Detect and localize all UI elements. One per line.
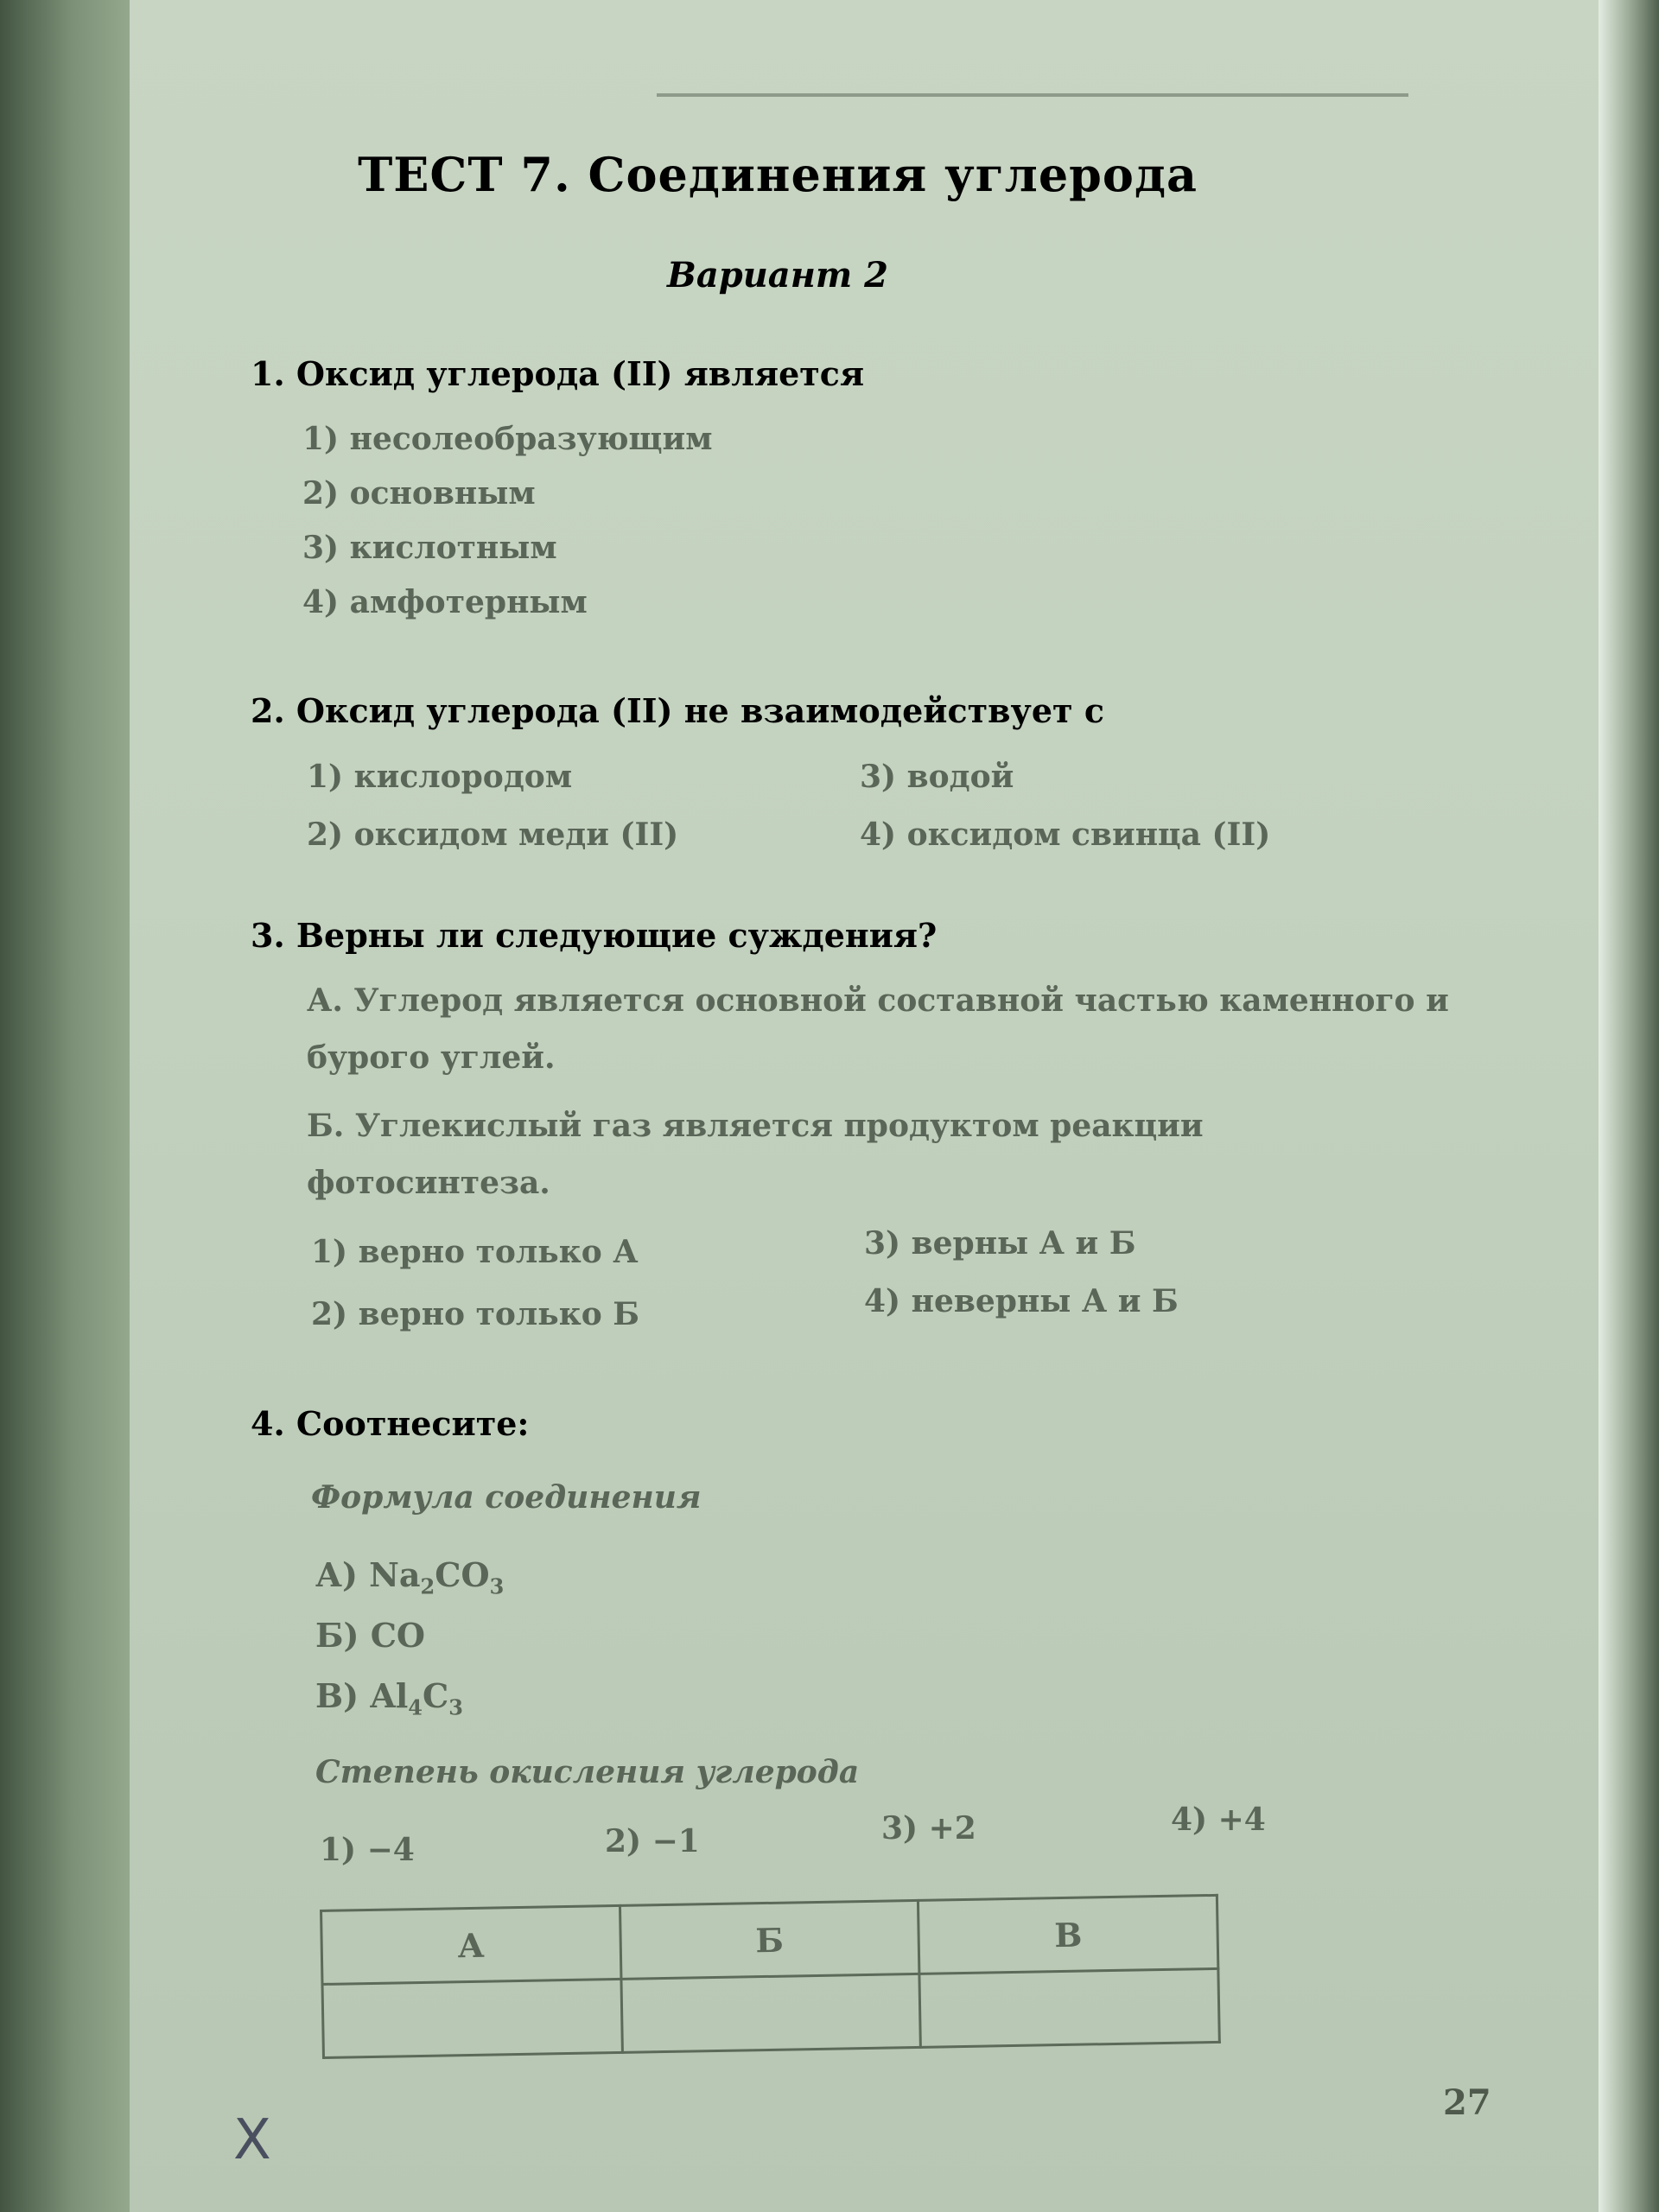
formula-c-part: Al — [370, 1676, 409, 1715]
answer-cell-c[interactable] — [919, 1968, 1219, 2047]
question-2-option-4: 4) оксидом свинца (II) — [860, 817, 1271, 853]
header-rule — [657, 93, 1408, 97]
formula-b-part: CO — [370, 1616, 426, 1655]
answer-table — [320, 1894, 1221, 2059]
variant-label: Вариант 2 — [667, 255, 888, 296]
formula-c-subscript: 4 — [408, 1694, 423, 1720]
oxidation-heading: Степень окисления углерода — [315, 1754, 860, 1790]
answer-table-header-c: В — [918, 1895, 1218, 1974]
formula-a-subscript: 2 — [420, 1573, 435, 1599]
formula-heading: Формула соединения — [311, 1479, 702, 1516]
answer-cell-a[interactable] — [322, 1979, 622, 2057]
question-1-option-1: 1) несолеобразующим — [302, 421, 713, 457]
question-2-option-1: 1) кислородом — [307, 759, 573, 795]
answer-table-header-a: А — [321, 1905, 621, 1984]
oxidation-option-2: 2) −1 — [605, 1823, 700, 1859]
formula-a-part: CO — [435, 1555, 490, 1594]
oxidation-option-4: 4) +4 — [1171, 1802, 1266, 1838]
question-2-option-2: 2) оксидом меди (II) — [307, 817, 679, 853]
question-3-option-3: 3) верны А и Б — [864, 1225, 1136, 1262]
formula-c-subscript: 3 — [448, 1694, 463, 1720]
formula-c-label: В) — [315, 1676, 359, 1715]
question-3-text: 3. Верны ли следующие суждения? — [251, 916, 938, 955]
formula-a-subscript: 3 — [489, 1573, 505, 1599]
oxidation-option-3: 3) +2 — [881, 1810, 976, 1847]
right-page-edge — [1599, 0, 1659, 2212]
question-3-option-1: 1) верно только А — [311, 1234, 639, 1270]
answer-cell-b[interactable] — [621, 1974, 921, 2052]
question-1-text: 1. Оксид углерода (II) является — [251, 354, 865, 393]
answer-table-answer-row — [322, 1968, 1219, 2057]
formula-a-part: Na — [369, 1555, 421, 1594]
page-number: 27 — [1443, 2082, 1491, 2123]
page-title: ТЕСТ 7. Соединения углерода — [358, 147, 1198, 202]
question-4-text: 4. Соотнесите: — [251, 1404, 530, 1443]
question-1-option-3: 3) кислотным — [302, 530, 557, 566]
pencil-mark: X — [233, 2108, 271, 2172]
question-1-option-4: 4) амфотерным — [302, 584, 588, 620]
formula-b — [315, 1616, 425, 1655]
left-page-edge — [0, 0, 130, 2212]
question-1-option-2: 2) основным — [302, 475, 536, 512]
formula-c — [315, 1676, 463, 1720]
formula-c-part: C — [422, 1676, 449, 1715]
question-3-statement-b: Б. Углекислый газ является продуктом реакции фотосинтеза. — [307, 1108, 1204, 1201]
question-2-option-3: 3) водой — [860, 759, 1014, 795]
question-3-statement-a: А. Углерод является основной составной частью каменного и бурого углей. — [307, 982, 1449, 1076]
formula-a-label: А) — [315, 1555, 358, 1594]
formula-b-label: Б) — [315, 1616, 359, 1655]
answer-table-header-b: Б — [620, 1900, 919, 1979]
question-3-option-4: 4) неверны А и Б — [864, 1283, 1179, 1319]
formula-a — [315, 1555, 504, 1599]
question-2-text: 2. Оксид углерода (II) не взаимодействует с — [251, 691, 1104, 730]
oxidation-option-1: 1) −4 — [320, 1832, 415, 1868]
question-3-option-2: 2) верно только Б — [311, 1296, 640, 1332]
